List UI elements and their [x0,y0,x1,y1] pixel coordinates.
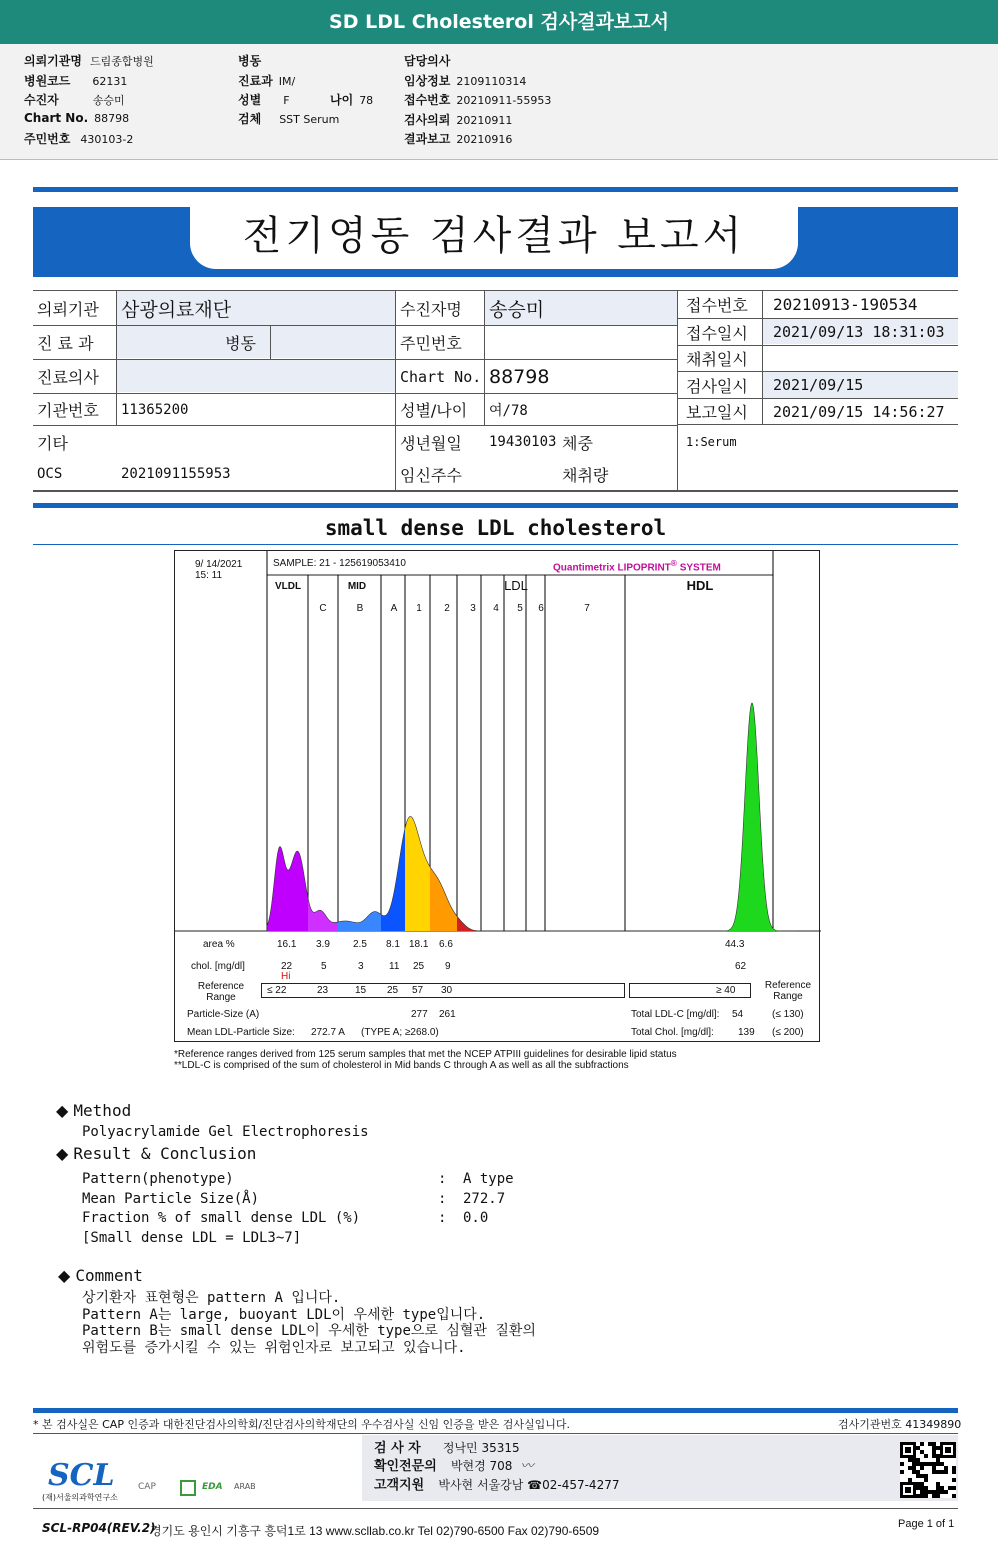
footer-rule [33,1408,958,1413]
chart-title: small dense LDL cholesterol [324,516,667,540]
ward: 병동 [225,334,256,353]
ref-hdl: ≥ 40 [716,985,736,996]
row-size-label: Particle-Size (A) [187,1009,260,1020]
signer-0: 검 사 자 정낙민 35315 [374,1441,520,1456]
collect-label: 채취일시 [686,350,748,369]
sex-age-label: 성별/나이 [400,401,468,420]
result-heading: ◆ Result & Conclusion [56,1144,257,1163]
strip-age: 나이 78 [330,93,374,107]
result-row-2-value: 0.0 [463,1210,489,1226]
specimen: 1:Serum [686,435,737,449]
dept-label: 진 료 과 [37,334,94,353]
total-ldl-ref: (≤ 130) [772,1009,804,1020]
chol-a: 11 [389,961,400,972]
test-dt-label: 검사일시 [686,376,748,396]
chol-ldl2: 9 [445,961,451,972]
row-chol-label: chol. [mg/dl] [191,961,245,972]
total-chol-ref: (≤ 200) [772,1027,804,1038]
area-a: 8.1 [386,939,400,950]
ocs-label: OCS [37,466,63,482]
chol-flag: Hi [281,971,291,982]
ref-c: 23 [317,985,329,996]
signer-1: 확인전문의 박현경 708 〰 [374,1459,534,1474]
size-1: 261 [439,1009,456,1020]
method-text: Polyacrylamide Gel Electrophoresis [82,1124,369,1140]
strip-c1-4: 주민번호 430103-2 [24,132,134,146]
report-title: 전기영동 검사결과 보고서 [242,213,746,259]
chart-time: 15: 11 [195,570,223,581]
cap-badge: CAP [138,1482,156,1492]
total-ldl-label: Total LDL-C [mg/dl]: [631,1009,720,1020]
total-chol: 139 [738,1027,755,1038]
sub-band-7: 7 [584,603,590,614]
strip-c3-0: 담당의사 [404,54,451,68]
sub-band-5: 5 [517,603,523,614]
area-ldl2: 6.6 [439,939,453,950]
area-c: 3.9 [316,939,330,950]
volume-label: 채취량 [562,465,609,485]
chart-brand: Quantimetrix LIPOPRINT® SYSTEM [553,558,721,574]
ref-b: 15 [355,985,367,996]
report-dt: 2021/09/15 14:56:27 [773,402,945,421]
comment-line-2: Pattern B는 small dense LDL이 우세한 type으로 심혈관 질환의 [82,1323,536,1339]
note-1: *Reference ranges derived from 125 serum samples that met the NCEP ATPIII guidelines for desirable lipid status [174,1049,677,1060]
arab-badge: ARAB [234,1482,256,1491]
sub-band-2: 2 [444,603,450,614]
ldl2-area [430,867,457,931]
result-row-2-sep: : [438,1210,447,1226]
recv-no-label: 접수번호 [686,296,748,315]
electrophoresis-chart [174,550,820,1042]
result-row-0-value: A type [463,1171,514,1187]
diamond-icon: ◆ [56,1101,69,1120]
sex-age: 여/78 [489,402,528,419]
area-ldl1: 18.1 [409,939,429,950]
strip-c1-2: 수진자 송승미 [24,93,125,107]
band-c-area [308,898,338,931]
chart-areas [267,703,795,931]
rrn [485,326,677,359]
chol-b: 3 [358,961,364,972]
ref-vldl: ≤ 22 [267,985,287,996]
strip-c3-2: 접수번호 20210911-55953 [404,93,552,107]
org-no: 11365200 [121,401,189,418]
total-chol-label: Total Chol. [mg/dl]: [631,1027,714,1038]
signer-2: 고객지원 박사현 서울강남 ☎02-457-4277 [374,1478,620,1493]
recv-dt: 2021/09/13 18:31:03 [773,323,945,341]
strip-c2-1: 진료과 IM/ [238,74,296,88]
ldl1-area [405,816,430,931]
strip-c2-3: 검체 SST Serum [238,112,340,126]
patient-strip [0,44,998,160]
area-vldl: 16.1 [277,939,297,950]
band-mid: MID [347,581,367,592]
chart-date: 9/ 14/2021 [195,559,243,570]
diamond-icon: ◆ [58,1266,71,1285]
recv-dt-label: 접수일시 [686,323,748,343]
chart-no: 88798 [489,365,550,388]
signature-icon: 〰 [520,1459,534,1474]
qr-code-icon [900,1442,956,1498]
preg-label: 임신주수 [400,465,462,485]
strip-c2-2: 성별 F [238,93,290,107]
org-no-label: 기관번호 [37,401,99,420]
ref-a: 25 [387,985,399,996]
scl-logo: SCL [48,1458,115,1493]
req-org-label: 의뢰기관 [37,299,99,319]
sub-band-3: 3 [470,603,476,614]
band-ldl: LDL [504,578,528,593]
chol-c: 5 [321,961,327,972]
chart-title-underline [33,544,958,545]
method-heading: ◆ Method [56,1101,132,1120]
sub-band-6: 6 [538,603,544,614]
result-note: [Small dense LDL = LDL3~7] [82,1230,302,1246]
comment-line-3: 위험도를 증가시킬 수 있는 위험인자로 보고되고 있습니다. [82,1340,466,1356]
result-row-2-label: Fraction % of small dense LDL (%) [82,1210,361,1226]
area-hdl: 44.3 [725,939,745,950]
mean-size: 272.7 A [311,1027,345,1038]
comment-heading: ◆ Comment [58,1266,143,1285]
header-top-rule [33,187,958,192]
strip-c1-3: Chart No. 88798 [24,111,130,125]
strip-c2-0: 병동 [238,54,262,68]
chart-svg [175,551,821,1043]
band-vldl: VLDL [274,581,302,592]
chart-notes [174,1049,677,1071]
result-row-1-value: 272.7 [463,1191,506,1207]
note-2: **LDL-C is comprised of the sum of cholesterol in Mid bands C through A as well as all the subfractions [174,1060,629,1071]
report-top-title: SD LDL Cholesterol 검사결과보고서 [0,0,998,44]
chol-hdl: 62 [735,961,747,972]
dob-label: 생년월일 [400,433,462,453]
dob: 19430103 [489,434,557,450]
result-row-1-label: Mean Particle Size(Å) [82,1191,260,1207]
mean-type: (TYPE A; ≥268.0) [361,1027,439,1038]
chol-vldl: 22 [281,961,293,972]
result-row-0-sep: : [438,1171,447,1187]
org-number: 검사기관번호 41349890 [838,1418,962,1431]
weight-label: 체중 [562,433,593,453]
doctor-label: 진료의사 [37,368,99,387]
curve-outline [267,703,795,931]
patient-label: 수진자명 [400,299,462,319]
badge-icon [180,1480,196,1496]
test-dt: 2021/09/15 [773,376,864,394]
req-org: 삼광의료재단 [121,298,232,321]
chart-top-rule [33,503,958,508]
ldl3-area [457,916,481,931]
strip-c1-1: 병원코드 62131 [24,74,128,88]
strip-c3-1: 임상정보 2109110314 [404,74,527,88]
hdl-area [723,703,785,931]
etc-label: 기타 [37,433,68,453]
address: 경기도 용인시 기흥구 흥덕1로 13 www.scllab.co.kr Tel 02)790-6500 Fax 02)790-6509 [150,1524,600,1538]
result-row-1-sep: : [438,1191,447,1207]
total-ldl: 54 [732,1009,744,1020]
chol-ldl1: 25 [413,961,425,972]
strip-c1-0: 의뢰기관명 드림종합병원 [24,54,154,68]
eda-badge: EDA [202,1482,223,1492]
band-hdl: HDL [686,578,714,593]
row-area-label: area % [203,939,235,950]
cert-text: * 본 검사실은 CAP 인증과 대한진단검사의학회/진단검사의학재단의 우수검사실 신임 인증을 받은 검사실입니다. [33,1418,571,1431]
row-ref-label: Reference Range [197,981,245,1003]
size-0: 277 [411,1009,428,1020]
area-b: 2.5 [353,939,367,950]
report-dt-label: 보고일시 [686,403,748,422]
strip-c3-4: 결과보고 20210916 [404,132,513,146]
page-number: Page 1 of 1 [898,1518,955,1530]
diamond-icon: ◆ [56,1144,69,1163]
comment-line-0: 상기환자 표현형은 pattern A 입니다. [82,1290,341,1306]
chart-sample: SAMPLE: 21 - 125619053410 [273,558,406,569]
result-row-0-label: Pattern(phenotype) [82,1171,234,1187]
row-mean-label: Mean LDL-Particle Size: [187,1027,295,1038]
comment-line-1: Pattern A는 large, buoyant LDL이 우세한 type입니다. [82,1307,486,1323]
patient-name: 송승미 [489,298,545,321]
ocs: 2021091155953 [121,466,231,482]
chart-label: Chart No. [400,367,482,386]
sub-band-4: 4 [493,603,499,614]
form-code: SCL-RP04(REV.2) [42,1521,156,1535]
scl-logo-sub: (재)서울의과학연구소 [42,1493,118,1502]
sub-band-c: C [319,603,327,614]
sub-band-1: 1 [416,603,422,614]
ref-ldl2: 30 [441,985,453,996]
sub-band-b: B [356,603,364,614]
sub-band-a: A [390,603,398,614]
recv-no: 20210913-190534 [773,295,918,314]
strip-c3-3: 검사의뢰 20210911 [404,113,513,127]
rrn-label: 주민번호 [400,334,462,353]
ref-ldl1: 57 [412,985,424,996]
ref-label-right: Reference Range [764,980,812,1002]
